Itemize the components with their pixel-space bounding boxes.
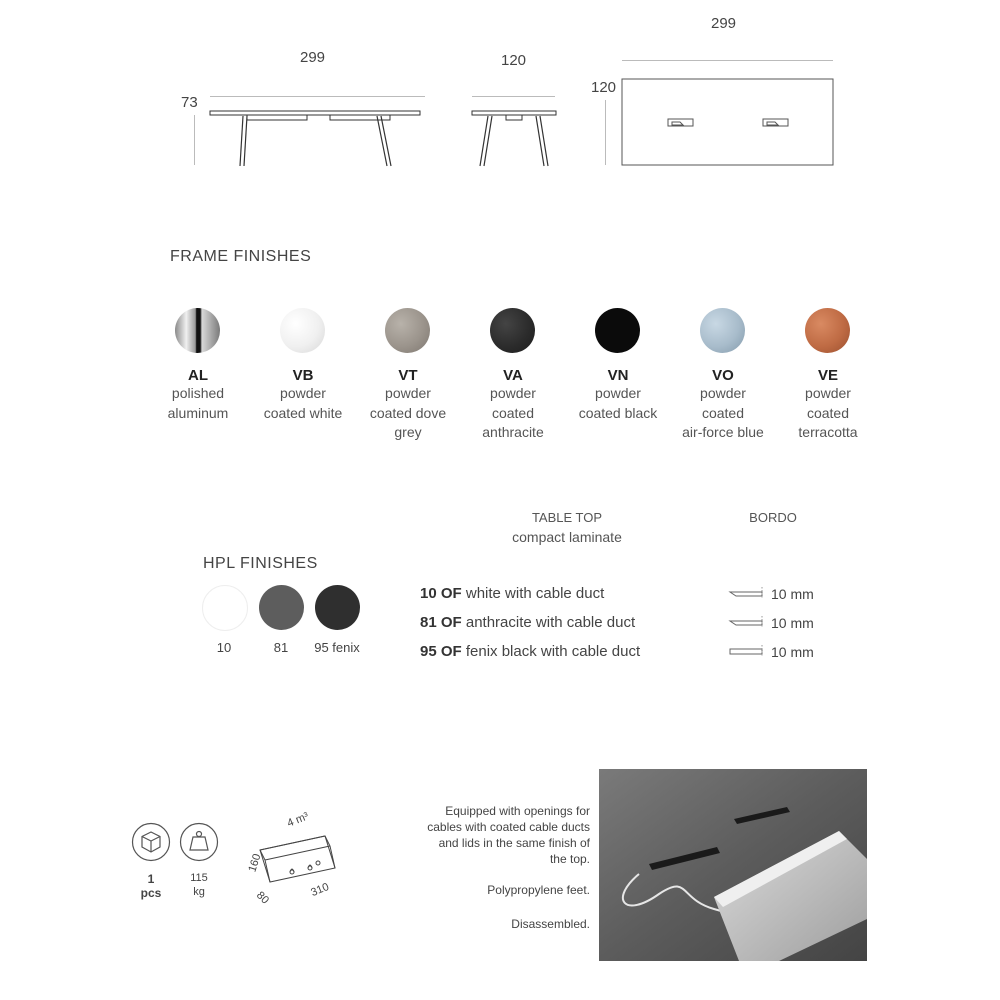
finish-code: AL: [188, 367, 208, 384]
finish-code: VO: [712, 367, 734, 384]
hpl-row-code: 95 OF: [420, 643, 462, 660]
frame-finishes-heading: FRAME FINISHES: [170, 248, 312, 265]
features-notes: [390, 803, 590, 932]
hpl-finishes-heading: HPL FINISHES: [203, 555, 318, 572]
edge-profile-icon: [728, 586, 768, 600]
hpl-swatch-81: [259, 585, 304, 630]
hpl-row-code: 10 OF: [420, 585, 462, 602]
finish-desc-line2: coated: [806, 404, 850, 421]
top-width-label: 120: [591, 79, 617, 96]
note-line: Equipped with openings for: [445, 804, 590, 818]
finish-code: VE: [817, 367, 838, 384]
bordo-heading: BORDO: [749, 510, 797, 525]
edge-thickness: 10 mm: [771, 615, 814, 631]
pieces-count: 1: [147, 872, 155, 886]
end-width-label: 120: [501, 52, 527, 69]
finish-swatch-va: [490, 308, 535, 353]
finish-swatch-vn: [595, 308, 640, 353]
hpl-row-desc: anthracite with cable duct: [465, 614, 636, 631]
hpl-row-desc: white with cable duct: [465, 585, 605, 602]
finish-desc-line3: terracotta: [798, 424, 858, 440]
finish-desc-line1: powder: [385, 385, 431, 401]
finish-swatch-vo: [700, 308, 745, 353]
note-feet: Polypropylene feet.: [487, 883, 590, 897]
note-assembly: Disassembled.: [511, 917, 590, 931]
hpl-row-desc: fenix black with cable duct: [465, 643, 641, 660]
finish-desc-line2: coated white: [263, 404, 343, 421]
note-line: and lids in the same finish of: [438, 836, 590, 850]
hpl-swatch-95: [315, 585, 360, 630]
finish-desc-line3: anthracite: [482, 424, 544, 440]
box-depth: 80: [253, 889, 272, 907]
frame-finish-vt: [353, 308, 463, 443]
frame-finish-ve: [773, 308, 883, 443]
end-view-table-icon: [468, 108, 560, 170]
finish-desc-line2: coated: [701, 404, 745, 421]
side-height-line: [194, 115, 195, 165]
finish-desc-line2: aluminum: [167, 404, 229, 421]
package-box-icon: [131, 822, 171, 862]
weight-value: 115: [190, 872, 208, 884]
finish-desc-line3: grey: [394, 424, 422, 440]
end-width-line: [472, 96, 555, 97]
frame-finish-vb: [248, 308, 358, 423]
weight-icon: [179, 822, 219, 862]
frame-finish-vn: [563, 308, 673, 423]
frame-finish-vo: [668, 308, 778, 443]
top-length-line: [622, 60, 833, 61]
finish-code: VB: [292, 367, 314, 384]
hpl-row-10: [420, 585, 604, 602]
pieces-unit: pcs: [140, 886, 162, 900]
hpl-swatch-label: 95 fenix: [314, 640, 360, 655]
finish-desc-line1: powder: [490, 385, 536, 401]
finish-desc-line1: powder: [700, 385, 746, 401]
side-length-line: [210, 96, 425, 97]
finish-swatch-ve: [805, 308, 850, 353]
hpl-row-code: 81 OF: [420, 614, 462, 631]
edge-profile-icon: [728, 615, 768, 629]
frame-finish-va: [458, 308, 568, 443]
finish-code: VT: [398, 367, 418, 384]
top-length-label: 299: [711, 15, 737, 32]
finish-desc-line1: polished: [171, 385, 225, 401]
table-top-heading: TABLE TOP: [531, 510, 603, 525]
finish-desc-line2: coated black: [578, 404, 658, 421]
finish-desc-line2: coated: [491, 404, 535, 421]
hpl-row-95: [420, 643, 640, 660]
box-volume: 4 m³: [285, 810, 311, 830]
cable-duct-photo: [599, 769, 867, 961]
box-length: 310: [309, 881, 331, 900]
finish-desc-line1: powder: [805, 385, 851, 401]
hpl-row-81: [420, 614, 635, 631]
edge-profile-icon: [728, 644, 768, 658]
side-view-table-icon: [205, 108, 430, 170]
finish-desc-line1: powder: [280, 385, 326, 401]
note-line: cables with coated cable ducts: [427, 820, 590, 834]
side-height-label: 73: [181, 94, 198, 111]
weight-unit: kg: [193, 886, 205, 898]
finish-desc-line1: powder: [595, 385, 641, 401]
finish-code: VN: [607, 367, 629, 384]
frame-finish-al: [143, 308, 253, 423]
finish-swatch-al: [175, 308, 220, 353]
hpl-swatch-label: 81: [273, 640, 289, 655]
table-top-subheading: compact laminate: [512, 529, 622, 545]
note-line: the top.: [549, 852, 590, 866]
hpl-swatch-label: 10: [216, 640, 232, 655]
top-width-line: [605, 100, 606, 165]
top-view-table-icon: [620, 77, 836, 168]
hpl-swatch-10: [202, 585, 248, 631]
edge-thickness: 10 mm: [771, 586, 814, 602]
side-length-label: 299: [300, 49, 326, 66]
box-height: 160: [246, 852, 264, 874]
edge-thickness: 10 mm: [771, 644, 814, 660]
finish-desc-line2: coated dove: [369, 404, 447, 421]
finish-desc-line3: air-force blue: [682, 424, 764, 440]
finish-swatch-vt: [385, 308, 430, 353]
finish-swatch-vb: [280, 308, 325, 353]
finish-code: VA: [503, 367, 523, 384]
